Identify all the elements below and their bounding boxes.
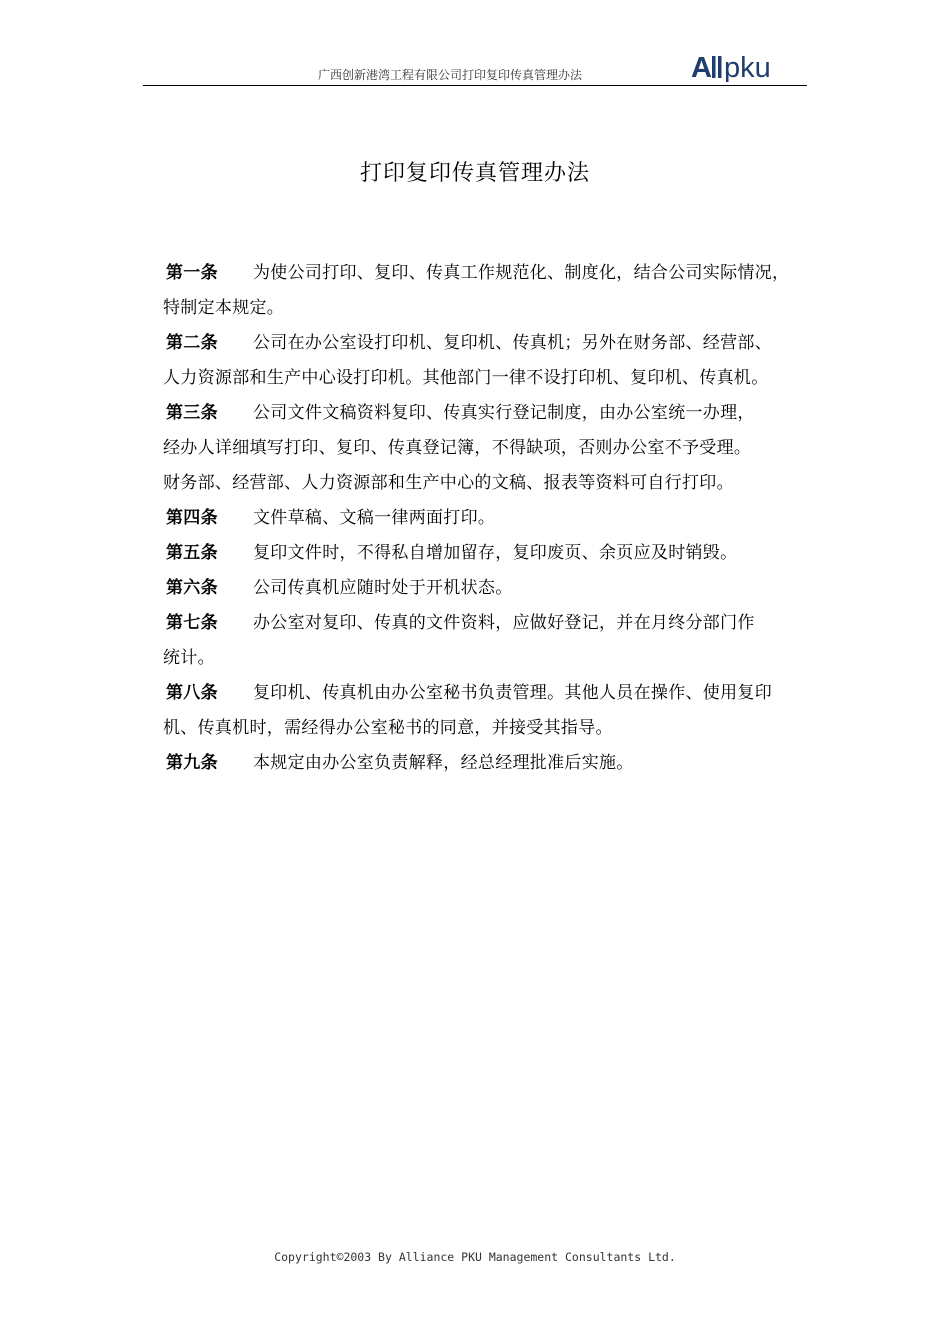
article bbox=[163, 606, 823, 676]
article-text-line: 办公室对复印、传真的文件资料，应做好登记，并在月终分部门作 bbox=[253, 613, 755, 633]
article-text-line: 复印文件时，不得私自增加留存，复印废页、余页应及时销毁。 bbox=[253, 543, 738, 563]
article-text-line: 公司在办公室设打印机、复印机、传真机；另外在财务部、经营部、 bbox=[253, 333, 772, 353]
article-text-line: 机、传真机时，需经得办公室秘书的同意，并接受其指导。 bbox=[163, 718, 613, 738]
copyright-footer: Copyright©2003 By Alliance PKU Management Consultants Ltd. bbox=[274, 1250, 676, 1264]
logo-bar-1 bbox=[712, 56, 716, 78]
article-label: 第五条 bbox=[166, 543, 218, 563]
article bbox=[163, 571, 823, 606]
article-label: 第二条 bbox=[166, 333, 218, 353]
article-text-line: 财务部、经营部、人力资源部和生产中心的文稿、报表等资料可自行打印。 bbox=[163, 473, 734, 493]
document-title: 打印复印传真管理办法 bbox=[359, 161, 590, 186]
article-label: 第九条 bbox=[166, 753, 218, 773]
running-title: 广西创新港湾工程有限公司打印复印传真管理办法 bbox=[318, 68, 583, 82]
article bbox=[163, 746, 823, 781]
logo-bar-2 bbox=[718, 56, 722, 78]
article-list bbox=[163, 256, 823, 781]
article bbox=[163, 501, 823, 536]
article bbox=[163, 536, 823, 571]
allpku-logo bbox=[691, 52, 805, 82]
article-text-line: 经办人详细填写打印、复印、传真登记簿，不得缺项，否则办公室不予受理。 bbox=[163, 438, 752, 458]
article-label: 第八条 bbox=[166, 683, 218, 703]
article-text-line: 公司文件文稿资料复印、传真实行登记制度，由办公室统一办理， bbox=[253, 403, 755, 423]
article-text-line: 复印机、传真机由办公室秘书负责管理。其他人员在操作、使用复印 bbox=[253, 683, 772, 703]
article-text-line: 人力资源部和生产中心设打印机。其他部门一律不设打印机、复印机、传真机。 bbox=[163, 368, 769, 388]
article bbox=[163, 396, 823, 501]
article-text-line: 本规定由办公室负责解释，经总经理批准后实施。 bbox=[253, 753, 634, 773]
page-header bbox=[143, 52, 807, 86]
article bbox=[163, 256, 823, 326]
article-label: 第三条 bbox=[166, 403, 218, 423]
article-text-line: 公司传真机应随时处于开机状态。 bbox=[253, 578, 513, 598]
article-text-line: 统计。 bbox=[163, 648, 215, 668]
article-label: 第一条 bbox=[166, 263, 218, 283]
logo-letter-a: A bbox=[691, 52, 712, 82]
article bbox=[163, 326, 823, 396]
article-text-line: 特制定本规定。 bbox=[163, 298, 285, 318]
article bbox=[163, 676, 823, 746]
article-text-line: 文件草稿、文稿一律两面打印。 bbox=[253, 508, 496, 528]
article-label: 第四条 bbox=[166, 508, 218, 528]
article-label: 第七条 bbox=[166, 613, 218, 633]
logo-letters-pku: pku bbox=[724, 52, 771, 82]
article-text-line: 为使公司打印、复印、传真工作规范化、制度化，结合公司实际情况， bbox=[253, 263, 790, 283]
article-label: 第六条 bbox=[166, 578, 218, 598]
